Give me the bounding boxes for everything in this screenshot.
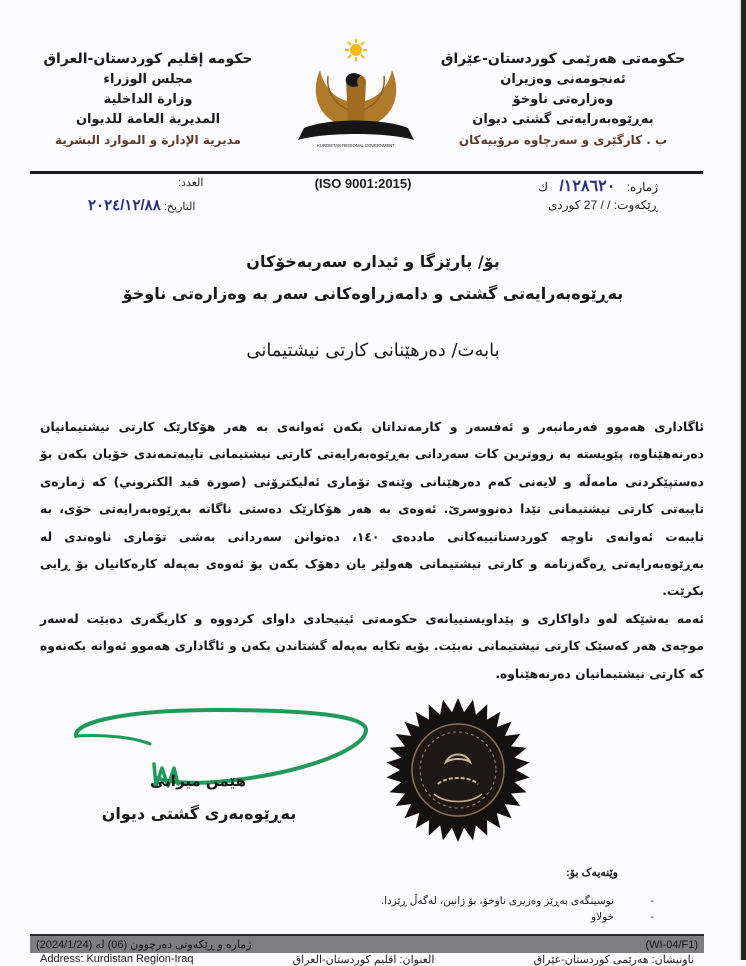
letterhead-ar-line: المديرية العامة للديوان (75, 112, 221, 127)
signatory-title: بەڕێوەبەری گشتی دیوان (101, 804, 297, 823)
reference-date-label: ڕێکەوت: (613, 198, 658, 212)
letterhead-arabic (38, 48, 258, 150)
address-english: Address: Kurdistan Region-Iraq (40, 953, 194, 965)
addressee-line: بۆ/ پارێزگا و ئیدارە سەربەخۆکان (246, 252, 500, 271)
reference-number-suffix: ك (538, 180, 548, 194)
letterhead-ku-line: وەزارەتی ناوخۆ (512, 92, 614, 107)
letterhead-kurdish (428, 48, 698, 150)
body-paragraph: ئاگاداری هەموو فەرمانبەر و ئەفسەر و کارمەنداتان بکەن ئەوانەی بە هەر هۆکارێک کارتی نیشتیمانیان دەرنەهێناوە، پێویستە بە زووترین کات سەردانی بەڕێوەبەرایەتی کارتی نیشتیمانی تایبەتمەندی خۆیان بکەن بۆ دەستپێکردنی مامەڵە و لایەنی کەم دەرهێنانی وێنەی تۆماری ئەلیکترۆنی (صورة قيد الكتروني) کە ژمارەی تایبەتی کارتی نیشتیمانی تێدا دەنووسرێ. ئەوەی بە هەر هۆکارێک دەستی ناگاتە بەڕێوەبەرایەتی خۆی، بە تایبەت ئەوانەی ناوچە کوردستانییەکانی ماددەی ١٤٠، دەتوانن سەردانی بەشی تۆماری ناوەندی لە بەڕێوەبەرایەتی ڕەگەزنامە و کارتی نیشتیمانی هەولێر یان دهۆک بکەن بۆ ئەوەی بەپەلە کارەکانیان بۆ ڕایی بکرێت. (40, 420, 704, 599)
letterhead-ar-line: مديرية الإدارة و الموارد البشرية (55, 133, 241, 147)
letterhead-ku-line: ب . کارگێری و سەرچاوە مرۆییەکان (458, 133, 668, 147)
letterhead-ku-line: بەڕێوەبەرایەتی گشتی دیوان (472, 112, 654, 127)
cc-item: - خولاو (381, 909, 654, 925)
signatory-name: هێمن میرانی (150, 772, 246, 790)
cc-item: - نوسینگەی بەڕێز وەزیری ناوخۆ، بۆ زانین، لەگەڵ ڕێزدا. (381, 893, 654, 909)
cc-list (381, 893, 654, 925)
arabic-date-value: ٢٠٢٤/١٢/٨٨ (88, 197, 161, 214)
iso-certification: (ISO 9001:2015) (314, 176, 412, 191)
addressee-line: بەڕێوەبەرایەتی گشتی و دامەزراوەکانی سەر بە وەزارەتی ناوخۆ (122, 284, 624, 303)
letterhead-ar-line: حكومه إقليم كوردستان-العراق (43, 51, 253, 67)
address-arabic: العنوان: اقليم كوردستان-العراق (292, 954, 435, 966)
cc-heading: وێنەیەک بۆ: (566, 867, 618, 879)
official-seal-icon (384, 696, 532, 844)
reference-date (548, 198, 658, 212)
arabic-date-label: التاريخ: (163, 201, 196, 213)
letter-subject: بابەت/ دەرهێنانی کارتی نیشتیمانی (246, 340, 500, 361)
letterhead-ku-line: ئەنجومەنی وەزیران (500, 72, 626, 87)
reference-number (538, 176, 658, 196)
reference-number-label: ژمارە: (626, 180, 658, 194)
address-kurdish: ناونیشان: هەرێمی کوردستان-عێراق (533, 954, 694, 966)
emblem-sun (345, 39, 367, 61)
reference-number-value: ١٢٨٦٢٠/ (559, 178, 616, 195)
arabic-date (88, 196, 195, 214)
letterhead-ar-line: مجلس الوزراء (103, 72, 193, 87)
page-edge-border (741, 0, 746, 960)
letterhead-ar-line: وزارة الداخلية (103, 92, 193, 107)
form-code: (WI-04/F1) (645, 938, 698, 951)
emblem-caption: KURDISTAN REGIONAL GOVERNMENT (317, 143, 395, 148)
letterhead-ku-line: حکومەتی هەرێمی کوردستان-عێراق (440, 51, 686, 67)
kurdistan-regional-government-emblem-icon (292, 36, 420, 154)
arabic-number-label: العدد: (178, 177, 204, 189)
emblem-ribbon (298, 121, 414, 141)
header-divider (30, 171, 703, 174)
form-footer-bar (30, 934, 704, 953)
body-paragraph: ئەمە بەشێکە لەو داواکاری و پێداویستییانەی حکومەتی ئیتیحادی داوای کردووە و کاریگەری دەبێت لەسەر موچەی هەر کەسێک کارتی نیشتیمانی نەبێت. بۆیە تکایە بەپەلە گشتاندن بکەن و ئاگاداری هەموو ئەوانە بکەنەوە کە کارتی نیشتیمانیان دەرنەهێناوە. (40, 612, 704, 681)
revision-info: ژمارە و ڕێکەوتی دەرچوون (06) لە (2024/1/24) (36, 939, 252, 951)
reference-date-value: / / 27 کوردی (548, 198, 611, 212)
